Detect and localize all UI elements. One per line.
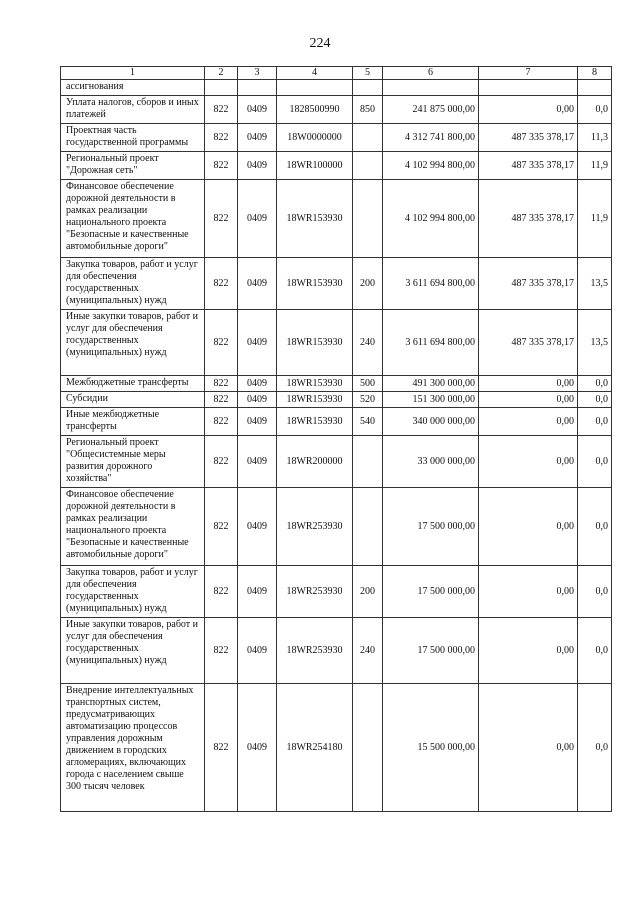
cell-percent: 0,0	[578, 96, 612, 124]
cell-planned: 17 500 000,00	[383, 618, 479, 684]
cell-type: 540	[353, 408, 383, 436]
cell-type: 240	[353, 618, 383, 684]
cell-type: 240	[353, 310, 383, 376]
cell-admin: 822	[205, 96, 238, 124]
cell-executed: 487 335 378,17	[479, 124, 578, 152]
table-row	[61, 180, 612, 258]
cell-name: Иные закупки товаров, работ и услуг для обеспечения государственных (муниципальных) нужд	[61, 618, 205, 684]
cell-executed: 0,00	[479, 566, 578, 618]
cell-admin: 822	[205, 408, 238, 436]
cell-percent: 0,0	[578, 408, 612, 436]
cell-executed: 487 335 378,17	[479, 310, 578, 376]
cell-percent: 11,3	[578, 124, 612, 152]
cell-name: Уплата налогов, сборов и иных платежей	[61, 96, 205, 124]
cell-percent: 0,0	[578, 618, 612, 684]
cell-target: 18WR100000	[277, 152, 353, 180]
cell-planned: 33 000 000,00	[383, 436, 479, 488]
cell-section: 0409	[238, 566, 277, 618]
col-header: 6	[383, 67, 479, 80]
table-row	[61, 310, 612, 376]
cell-name: Иные закупки товаров, работ и услуг для обеспечения государственных (муниципальных) нужд	[61, 310, 205, 376]
cell-percent: 11,9	[578, 152, 612, 180]
cell-planned: 340 000 000,00	[383, 408, 479, 436]
cell-name: Внедрение интеллектуальных транспортных систем, предусматривающих автоматизацию процессов управления дорожным движением в городских агломерациях, включающих города с населением свыше 300 тысяч человек	[61, 684, 205, 812]
cell-admin: 822	[205, 258, 238, 310]
cell-section: 0409	[238, 124, 277, 152]
table-row	[61, 152, 612, 180]
cell-admin: 822	[205, 376, 238, 392]
cell-section: 0409	[238, 436, 277, 488]
cell-type	[353, 488, 383, 566]
cell-name: Иные межбюджетные трансферты	[61, 408, 205, 436]
col-header: 4	[277, 67, 353, 80]
cell-name: Субсидии	[61, 392, 205, 408]
cell-section: 0409	[238, 392, 277, 408]
cell-target: 18WR253930	[277, 566, 353, 618]
cell-target: 18WR153930	[277, 376, 353, 392]
cell-percent: 0,0	[578, 376, 612, 392]
table-row	[61, 124, 612, 152]
cell-section: 0409	[238, 376, 277, 392]
cell-planned: 151 300 000,00	[383, 392, 479, 408]
cell-target	[277, 80, 353, 96]
cell-admin: 822	[205, 566, 238, 618]
table-row	[61, 392, 612, 408]
cell-admin: 822	[205, 392, 238, 408]
col-header: 8	[578, 67, 612, 80]
cell-target: 18WR253930	[277, 618, 353, 684]
cell-name: ассигнования	[61, 80, 205, 96]
cell-name: Региональный проект "Общесистемные меры развития дорожного хозяйства"	[61, 436, 205, 488]
cell-name: Финансовое обеспечение дорожной деятельности в рамках реализации национального проекта "Безопасные и качественные автомобильные дороги"	[61, 488, 205, 566]
cell-section: 0409	[238, 96, 277, 124]
cell-planned: 4 312 741 800,00	[383, 124, 479, 152]
table-row	[61, 684, 612, 812]
table-row	[61, 258, 612, 310]
table-row	[61, 488, 612, 566]
cell-type: 200	[353, 566, 383, 618]
cell-name: Закупка товаров, работ и услуг для обеспечения государственных (муниципальных) нужд	[61, 566, 205, 618]
cell-planned: 15 500 000,00	[383, 684, 479, 812]
cell-planned: 17 500 000,00	[383, 488, 479, 566]
header-row	[61, 67, 612, 80]
cell-percent: 0,0	[578, 436, 612, 488]
cell-percent: 0,0	[578, 566, 612, 618]
cell-admin: 822	[205, 310, 238, 376]
cell-executed: 0,00	[479, 376, 578, 392]
cell-type	[353, 80, 383, 96]
cell-target: 18WR153930	[277, 408, 353, 436]
cell-target: 1828500990	[277, 96, 353, 124]
cell-executed: 0,00	[479, 488, 578, 566]
cell-type: 520	[353, 392, 383, 408]
cell-percent	[578, 80, 612, 96]
cell-target: 18WR200000	[277, 436, 353, 488]
cell-target: 18WR153930	[277, 180, 353, 258]
cell-planned	[383, 80, 479, 96]
col-header: 2	[205, 67, 238, 80]
cell-target: 18WR153930	[277, 392, 353, 408]
cell-admin: 822	[205, 180, 238, 258]
cell-section: 0409	[238, 258, 277, 310]
cell-planned: 4 102 994 800,00	[383, 180, 479, 258]
cell-planned: 3 611 694 800,00	[383, 310, 479, 376]
cell-admin: 822	[205, 684, 238, 812]
cell-type	[353, 436, 383, 488]
cell-target: 18W0000000	[277, 124, 353, 152]
cell-admin: 822	[205, 124, 238, 152]
cell-admin: 822	[205, 436, 238, 488]
cell-percent: 11,9	[578, 180, 612, 258]
cell-executed: 0,00	[479, 684, 578, 812]
cell-section: 0409	[238, 310, 277, 376]
cell-name: Региональный проект "Дорожная сеть"	[61, 152, 205, 180]
cell-admin: 822	[205, 152, 238, 180]
budget-table	[60, 66, 612, 812]
cell-planned: 491 300 000,00	[383, 376, 479, 392]
cell-target: 18WR254180	[277, 684, 353, 812]
cell-section: 0409	[238, 152, 277, 180]
cell-executed: 0,00	[479, 96, 578, 124]
cell-name: Закупка товаров, работ и услуг для обеспечения государственных (муниципальных) нужд	[61, 258, 205, 310]
cell-executed: 0,00	[479, 408, 578, 436]
cell-executed: 0,00	[479, 618, 578, 684]
cell-executed: 487 335 378,17	[479, 152, 578, 180]
cell-admin: 822	[205, 488, 238, 566]
cell-name: Межбюджетные трансферты	[61, 376, 205, 392]
cell-section: 0409	[238, 180, 277, 258]
cell-executed: 487 335 378,17	[479, 258, 578, 310]
table-row	[61, 376, 612, 392]
col-header: 1	[61, 67, 205, 80]
cell-section: 0409	[238, 408, 277, 436]
cell-name: Проектная часть государственной программы	[61, 124, 205, 152]
cell-type	[353, 180, 383, 258]
col-header: 5	[353, 67, 383, 80]
cell-executed: 0,00	[479, 436, 578, 488]
cell-planned: 4 102 994 800,00	[383, 152, 479, 180]
cell-type: 500	[353, 376, 383, 392]
cell-percent: 0,0	[578, 684, 612, 812]
col-header: 7	[479, 67, 578, 80]
cell-type: 200	[353, 258, 383, 310]
cell-percent: 13,5	[578, 258, 612, 310]
cell-type	[353, 124, 383, 152]
cell-planned: 17 500 000,00	[383, 566, 479, 618]
cell-percent: 0,0	[578, 488, 612, 566]
table-row	[61, 566, 612, 618]
cell-planned: 241 875 000,00	[383, 96, 479, 124]
cell-target: 18WR253930	[277, 488, 353, 566]
cell-name: Финансовое обеспечение дорожной деятельности в рамках реализации национального проекта "Безопасные и качественные автомобильные дороги"	[61, 180, 205, 258]
table-row	[61, 436, 612, 488]
cell-admin	[205, 80, 238, 96]
cell-type: 850	[353, 96, 383, 124]
cell-executed	[479, 80, 578, 96]
cell-target: 18WR153930	[277, 258, 353, 310]
page-number: 224	[309, 36, 331, 51]
cell-section: 0409	[238, 684, 277, 812]
cell-admin: 822	[205, 618, 238, 684]
table-row	[61, 80, 612, 96]
table-row	[61, 618, 612, 684]
cell-percent: 0,0	[578, 392, 612, 408]
cell-executed: 0,00	[479, 392, 578, 408]
cell-target: 18WR153930	[277, 310, 353, 376]
table-row	[61, 408, 612, 436]
cell-type	[353, 684, 383, 812]
cell-section: 0409	[238, 488, 277, 566]
cell-executed: 487 335 378,17	[479, 180, 578, 258]
cell-planned: 3 611 694 800,00	[383, 258, 479, 310]
col-header: 3	[238, 67, 277, 80]
cell-section: 0409	[238, 618, 277, 684]
table-row	[61, 96, 612, 124]
cell-type	[353, 152, 383, 180]
cell-section	[238, 80, 277, 96]
cell-percent: 13,5	[578, 310, 612, 376]
